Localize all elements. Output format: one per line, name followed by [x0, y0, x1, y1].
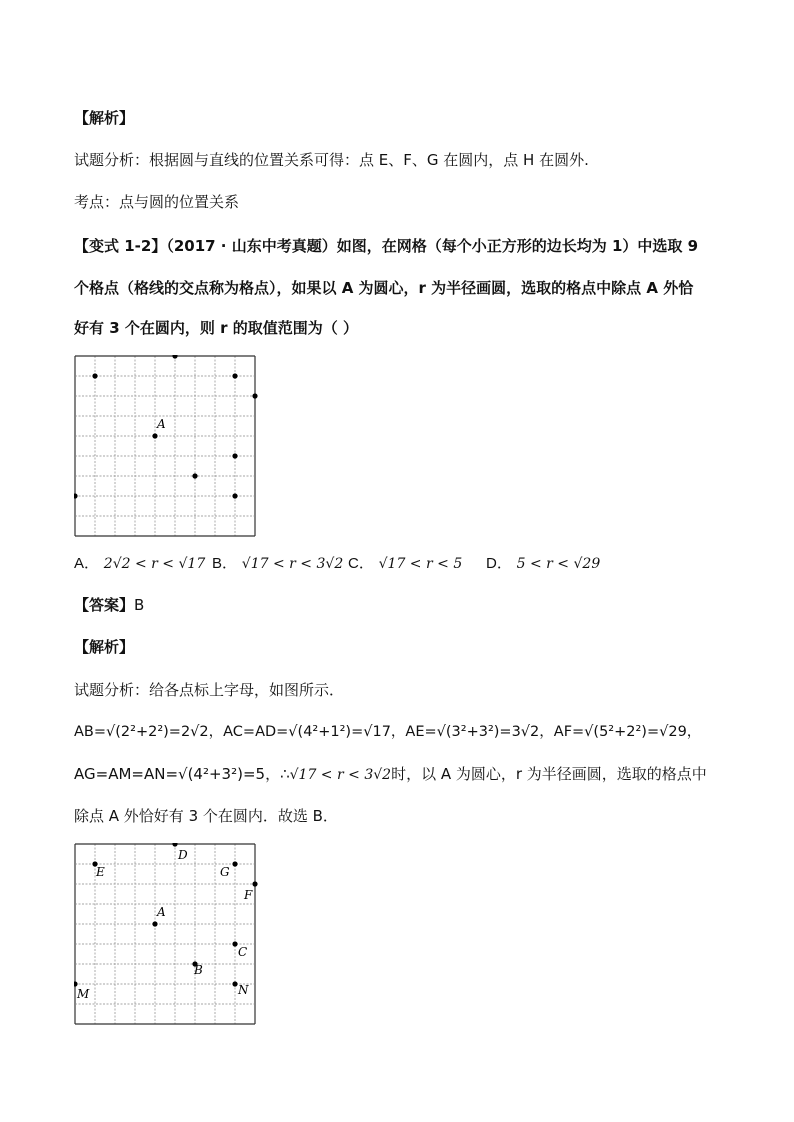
label-M: M — [77, 987, 90, 1001]
grid-point-f — [252, 393, 257, 398]
problem-line-2: 个格点（格线的交点称为格点），如果以 A 为圆心，r 为半径画圆，选取的格点中除点 A 外恰 — [74, 279, 694, 297]
label-D: D — [178, 848, 188, 862]
topic-text: 考点：点与圆的位置关系 — [74, 193, 240, 211]
grid-point-n — [232, 493, 237, 498]
analysis-text: 试题分析：根据圆与直线的位置关系可得：点 E、F、G 在圆内，点 H 在圆外. — [74, 151, 589, 169]
label-F: F — [244, 888, 253, 902]
problem-line-1-rest: （2017 · 山东中考真题）如图，在网格（每个小正方形的边长均为 1）中选取 9 — [166, 237, 699, 255]
label-A: A — [157, 417, 166, 431]
answer-line — [74, 595, 144, 615]
answer-value: B — [134, 596, 145, 614]
option-c — [348, 552, 462, 573]
grid-point-n — [232, 981, 237, 986]
problem-line-1 — [74, 236, 698, 256]
grid-figure-1 — [74, 355, 264, 537]
label-N: N — [238, 983, 249, 997]
analysis-text-2: 试题分析：给各点标上字母，如图所示． — [74, 681, 345, 699]
option-a-expr: 2√2 < r < √17 — [103, 556, 206, 572]
calc-line-2 — [74, 764, 707, 785]
grid-point-b — [192, 473, 197, 478]
grid-point-d — [172, 355, 177, 359]
calc-line-2-rest: 时，以 A 为圆心，r 为半径画圆，选取的格点中 — [391, 765, 707, 783]
grid-point-d — [172, 843, 177, 847]
label-E: E — [96, 865, 105, 879]
grid-point-g — [232, 373, 237, 378]
grid-point-a — [152, 433, 157, 438]
analysis-heading: 【解析】 — [74, 109, 135, 127]
option-b — [212, 552, 343, 573]
option-b-key: B． — [212, 555, 238, 572]
option-d-expr: 5 < r < √29 — [516, 556, 601, 572]
option-b-expr: √17 < r < 3√2 — [241, 556, 344, 572]
grid-point-m — [74, 981, 78, 986]
answer-tag: 【答案】 — [74, 596, 135, 614]
option-a — [74, 552, 205, 573]
label-B: B — [194, 963, 203, 977]
grid-point-g — [232, 861, 237, 866]
problem-tag: 【变式 1-2】 — [74, 237, 167, 255]
label-A: A — [157, 905, 166, 919]
grid-figure-2 — [74, 843, 264, 1025]
calc-line-2-ineq: √17 < r < 3√2 — [289, 767, 392, 783]
option-d-key: D． — [486, 555, 512, 572]
grid-point-c — [232, 941, 237, 946]
grid-point-f — [252, 881, 257, 886]
analysis-heading-2: 【解析】 — [74, 638, 135, 656]
option-d — [486, 552, 600, 573]
option-c-expr: √17 < r < 5 — [378, 556, 463, 572]
grid-point-e — [92, 373, 97, 378]
problem-line-3: 好有 3 个在圆内，则 r 的取值范围为（ ） — [74, 319, 358, 337]
calc-line-3: 除点 A 外恰好有 3 个在圆内．故选 B． — [74, 807, 338, 825]
calc-line-2-lead: AG=AM=AN=√(4²+3²)=5，∴ — [74, 765, 290, 783]
option-a-key: A． — [74, 555, 100, 572]
label-G: G — [220, 865, 230, 879]
label-C: C — [238, 945, 248, 959]
calc-line-1: AB=√(2²+2²)=2√2，AC=AD=√(4²+1²)=√17，AE=√(3²+3²)=3√2，AF=√(5²+2²)=√29， — [74, 724, 702, 740]
option-c-key: C． — [348, 555, 374, 572]
grid-point-a — [152, 921, 157, 926]
grid-point-m — [74, 493, 78, 498]
grid-point-c — [232, 453, 237, 458]
